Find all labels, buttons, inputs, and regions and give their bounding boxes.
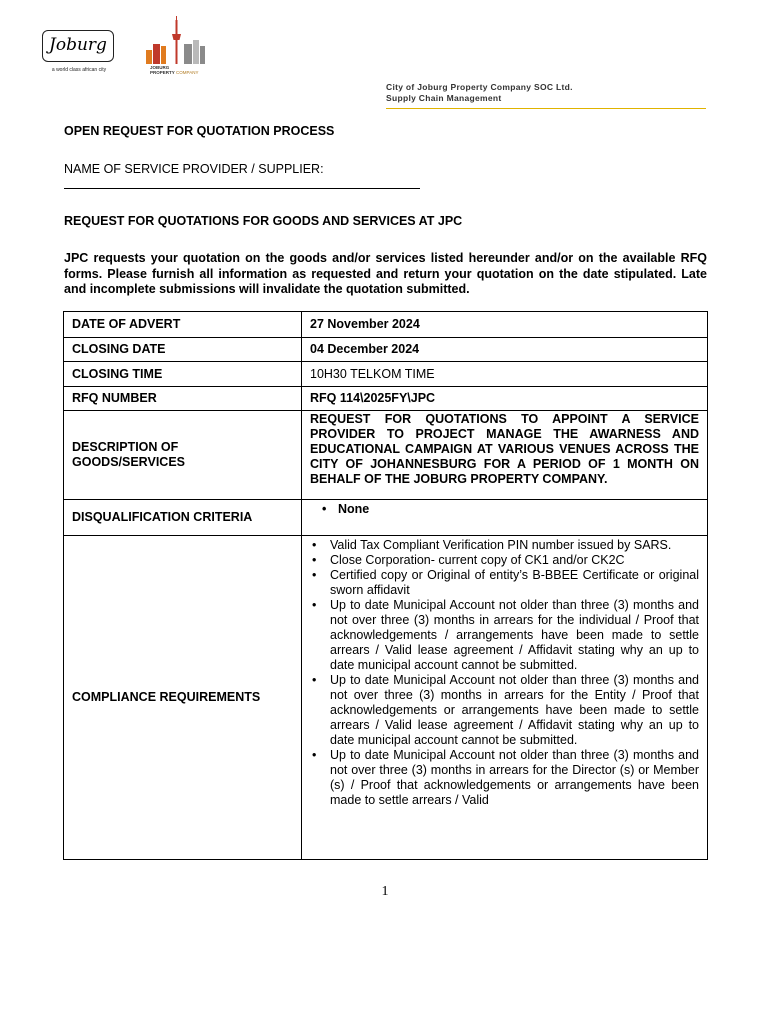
closing-date-value: 04 December 2024 <box>302 338 708 362</box>
list-item: • None <box>310 502 699 517</box>
rfq-details-table <box>63 311 708 860</box>
table-row <box>64 312 708 338</box>
jpc-logo-line2: PROPERTY COMPANY <box>150 70 199 75</box>
rfq-number-label: RFQ NUMBER <box>64 387 302 411</box>
description-label <box>64 411 302 500</box>
jpc-skyline-icon <box>140 16 220 66</box>
section-subtitle: REQUEST FOR QUOTATIONS FOR GOODS AND SERVICES AT JPC <box>64 214 463 228</box>
table-row <box>64 500 708 536</box>
table-row <box>64 362 708 387</box>
list-item: • Valid Tax Compliant Verification PIN number issued by SARS. <box>310 538 699 553</box>
rfq-number-value: RFQ 114\2025FY\JPC <box>302 387 708 411</box>
header-divider <box>386 108 706 109</box>
disqualification-list <box>310 502 699 517</box>
list-item: • Close Corporation- current copy of CK1 and/or CK2C <box>310 553 699 568</box>
disqualification-label: DISQUALIFICATION CRITERIA <box>64 500 302 536</box>
table-row <box>64 338 708 362</box>
intro-paragraph: JPC requests your quotation on the goods and/or services listed hereunder and/or on the available RFQ forms. Please furnish all information as requested and return your quotation on the date stipulated. Late and incomplete submissions will invalidate the quotation submitted. <box>64 251 707 296</box>
jpc-logo <box>140 16 220 78</box>
compliance-label: COMPLIANCE REQUIREMENTS <box>64 536 302 860</box>
date-of-advert-label: DATE OF ADVERT <box>64 312 302 338</box>
description-label-line1: DESCRIPTION OF <box>72 440 179 454</box>
list-item: • Up to date Municipal Account not older than three (3) months and not over three (3) months in arrears for the Director (s) or Member (s) / Proof that acknowledgements or arrangements have been made to settle arrears / Valid <box>310 748 699 808</box>
jpc-logo-text <box>150 65 198 75</box>
joburg-logo-wordmark: Joburg <box>42 30 114 62</box>
list-item: • Certified copy or Original of entity’s B-BBEE Certificate or original sworn affidavit <box>310 568 699 598</box>
page-title: OPEN REQUEST FOR QUOTATION PROCESS <box>64 124 335 138</box>
page-number: 1 <box>381 884 389 899</box>
closing-date-label: CLOSING DATE <box>64 338 302 362</box>
compliance-list <box>310 538 699 808</box>
closing-time-value: 10H30 TELKOM TIME <box>302 362 708 387</box>
joburg-logo <box>38 24 120 76</box>
company-block <box>386 82 573 104</box>
jpc-logo-line1: JOBURG <box>150 65 170 70</box>
joburg-tagline: a world class african city <box>51 67 107 73</box>
supplier-label: NAME OF SERVICE PROVIDER / SUPPLIER: <box>64 162 324 176</box>
disqualification-value <box>302 500 708 536</box>
table-row <box>64 411 708 500</box>
compliance-value <box>302 536 708 860</box>
table-row <box>64 387 708 411</box>
company-name: City of Joburg Property Company SOC Ltd. <box>386 82 573 92</box>
supplier-name-line <box>64 188 420 189</box>
description-label-line2: GOODS/SERVICES <box>72 455 185 469</box>
list-item: • Up to date Municipal Account not older than three (3) months and not over three (3) months in arrears for the Entity / Proof that acknowledgements or arrangements have been made to settle arrears / Valid lease agreement / Affidavit stating why an up to date municipal account cannot be submitted. <box>310 673 699 748</box>
table-row <box>64 536 708 860</box>
list-item: • Up to date Municipal Account not older than three (3) months and not over three (3) months in arrears for the individual / Proof that acknowledgements / arrangements have been made to settle arrears / Valid lease agreement / Affidavit stating why an up to date municipal account cannot be submitted. <box>310 598 699 673</box>
closing-time-label: CLOSING TIME <box>64 362 302 387</box>
department-name: Supply Chain Management <box>386 93 502 103</box>
description-value: REQUEST FOR QUOTATIONS TO APPOINT A SERVICE PROVIDER TO PROJECT MANAGE THE AWARNESS AND EDUCATIONAL CAMPAIGN AT VARIOUS VENUES ACROSS THE CITY OF JOHANNESBURG FOR A PERIOD OF 1 MONTH ON BEHALF OF THE JOBURG PROPERTY COMPANY. <box>302 411 708 500</box>
date-of-advert-value: 27 November 2024 <box>302 312 708 338</box>
